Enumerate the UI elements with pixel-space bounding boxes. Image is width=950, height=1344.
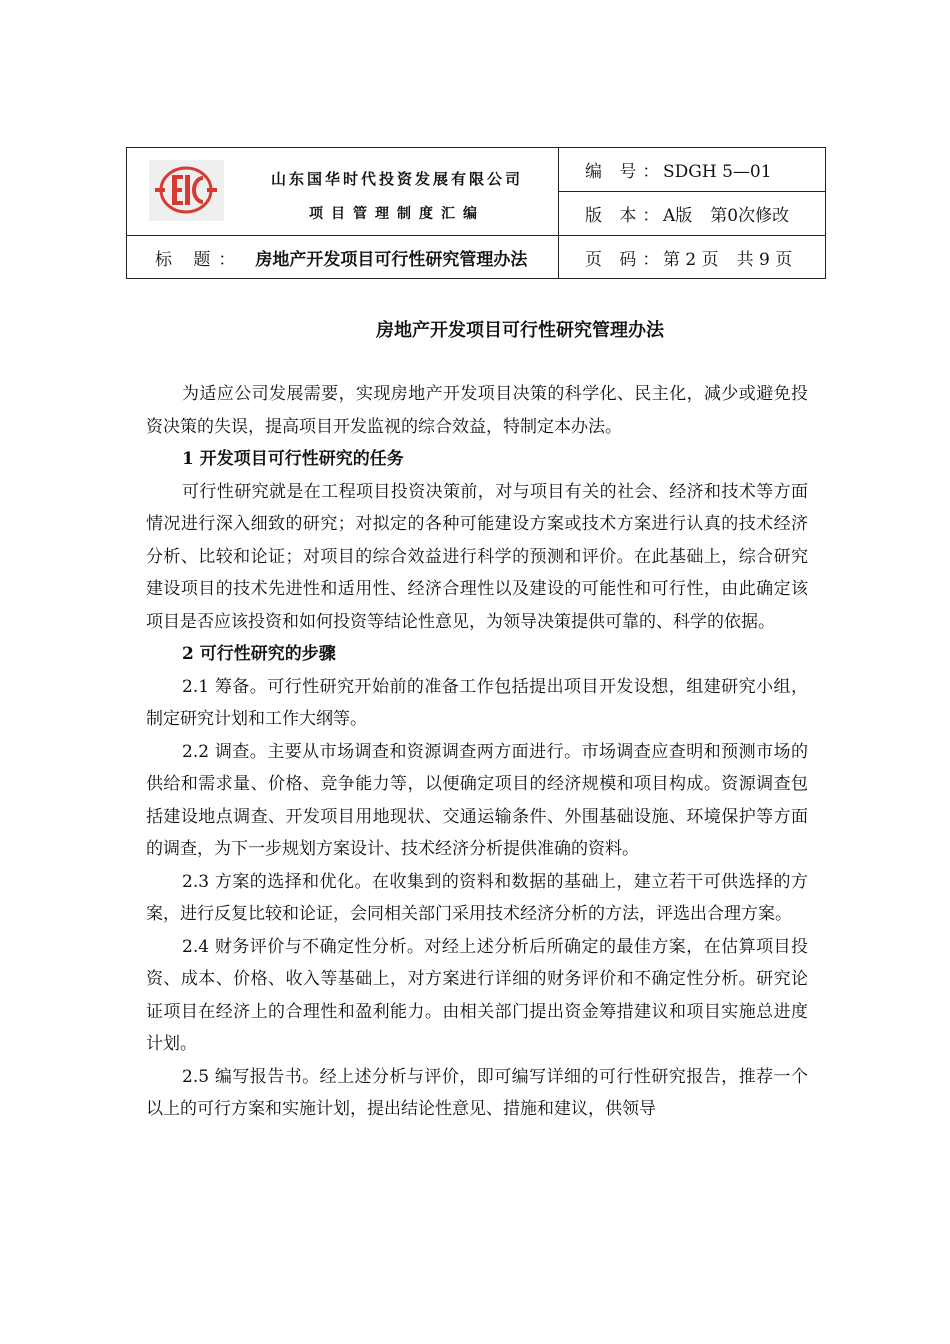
body-paragraph: 2.4 财务评价与不确定性分析。对经上述分析后所确定的最佳方案，在估算项目投资、成本、价格、收入等基础上，对方案进行详细的财务评价和不确定性分析。研究论证项目在经济上的合理性和盈利能力。由相关部门提出资金筹措建议和项目实施总进度计划。 <box>146 936 808 1054</box>
revision-value: 第0次修改 <box>710 206 790 226</box>
number-cell <box>559 148 826 192</box>
body-paragraph: 2.1 筹备。可行性研究开始前的准备工作包括提出项目开发设想，组建研究小组，制定研究计划和工作大纲等。 <box>146 676 808 729</box>
title-label: 标 题： <box>155 249 244 270</box>
page-total: 共 9 页 <box>736 249 793 270</box>
page-cell <box>559 236 826 279</box>
number-label: 编 号： <box>585 162 666 182</box>
body-paragraph: 2.3 方案的选择和优化。在收集到的资料和数据的基础上，建立若干可供选择的方案，进行反复比较和论证，会同相关部门采用技术经济分析的方法，评选出合理方案。 <box>146 871 808 924</box>
body-paragraph: 2.2 调查。主要从市场调查和资源调查两方面进行。市场调查应查明和预测市场的供给和需求量、价格、竞争能力等，以便确定项目的经济规模和项目构成。资源调查包括建设地点调查、开发项目用地现状、交通运输条件、外围基础设施、环境保护等方面的调查，为下一步规划方案设计、技术经济分析提供准确的资料。 <box>146 741 808 859</box>
title-value: 房地产开发项目可行性研究管理办法 <box>255 249 528 270</box>
logo-emblem-icon <box>149 160 224 221</box>
intro-paragraph: 为适应公司发展需要，实现房地产开发项目决策的科学化、民主化，减少或避免投资决策的失误，提高项目开发监视的综合效益，特制定本办法。 <box>146 384 808 437</box>
version-label: 版 本： <box>585 206 666 226</box>
body-paragraph: 2.5 编写报告书。经上述分析与评价，即可编写详细的可行性研究报告，推荐一个以上的可行方案和实施计划，提出结论性意见、措施和建议，供领导 <box>146 1066 808 1119</box>
body-paragraph: 可行性研究就是在工程项目投资决策前，对与项目有关的社会、经济和技术等方面情况进行深入细致的研究；对拟定的各种可能建设方案或技术方案进行认真的技术经济分析、比较和论证；对项目的综合效益进行科学的预测和评价。在此基础上，综合研究建设项目的技术先进性和适用性、经济合理性以及建设的可能性和可行性，由此确定该项目是否应该投资和如何投资等结论性意见，为领导决策提供可靠的、科学的依据。 <box>146 481 808 632</box>
section-heading: 1 开发项目可行性研究的任务 <box>182 449 404 469</box>
section-heading: 2 可行性研究的步骤 <box>182 644 336 664</box>
header-table <box>126 147 826 279</box>
version-cell <box>559 192 826 236</box>
document-title: 房地产开发项目可行性研究管理办法 <box>376 320 664 341</box>
company-logo <box>149 160 224 221</box>
number-value: SDGH 5—01 <box>663 162 772 182</box>
company-cell <box>127 148 559 236</box>
title-cell <box>127 236 559 279</box>
version-value: A版 <box>663 206 693 226</box>
company-name: 山东国华时代投资发展有限公司 <box>270 170 523 188</box>
document-body <box>146 378 808 1126</box>
page-label: 页 码： <box>585 249 666 270</box>
company-subtitle: 项目管理制度汇编 <box>309 206 485 222</box>
page-value: 第 2 页 <box>663 249 719 270</box>
